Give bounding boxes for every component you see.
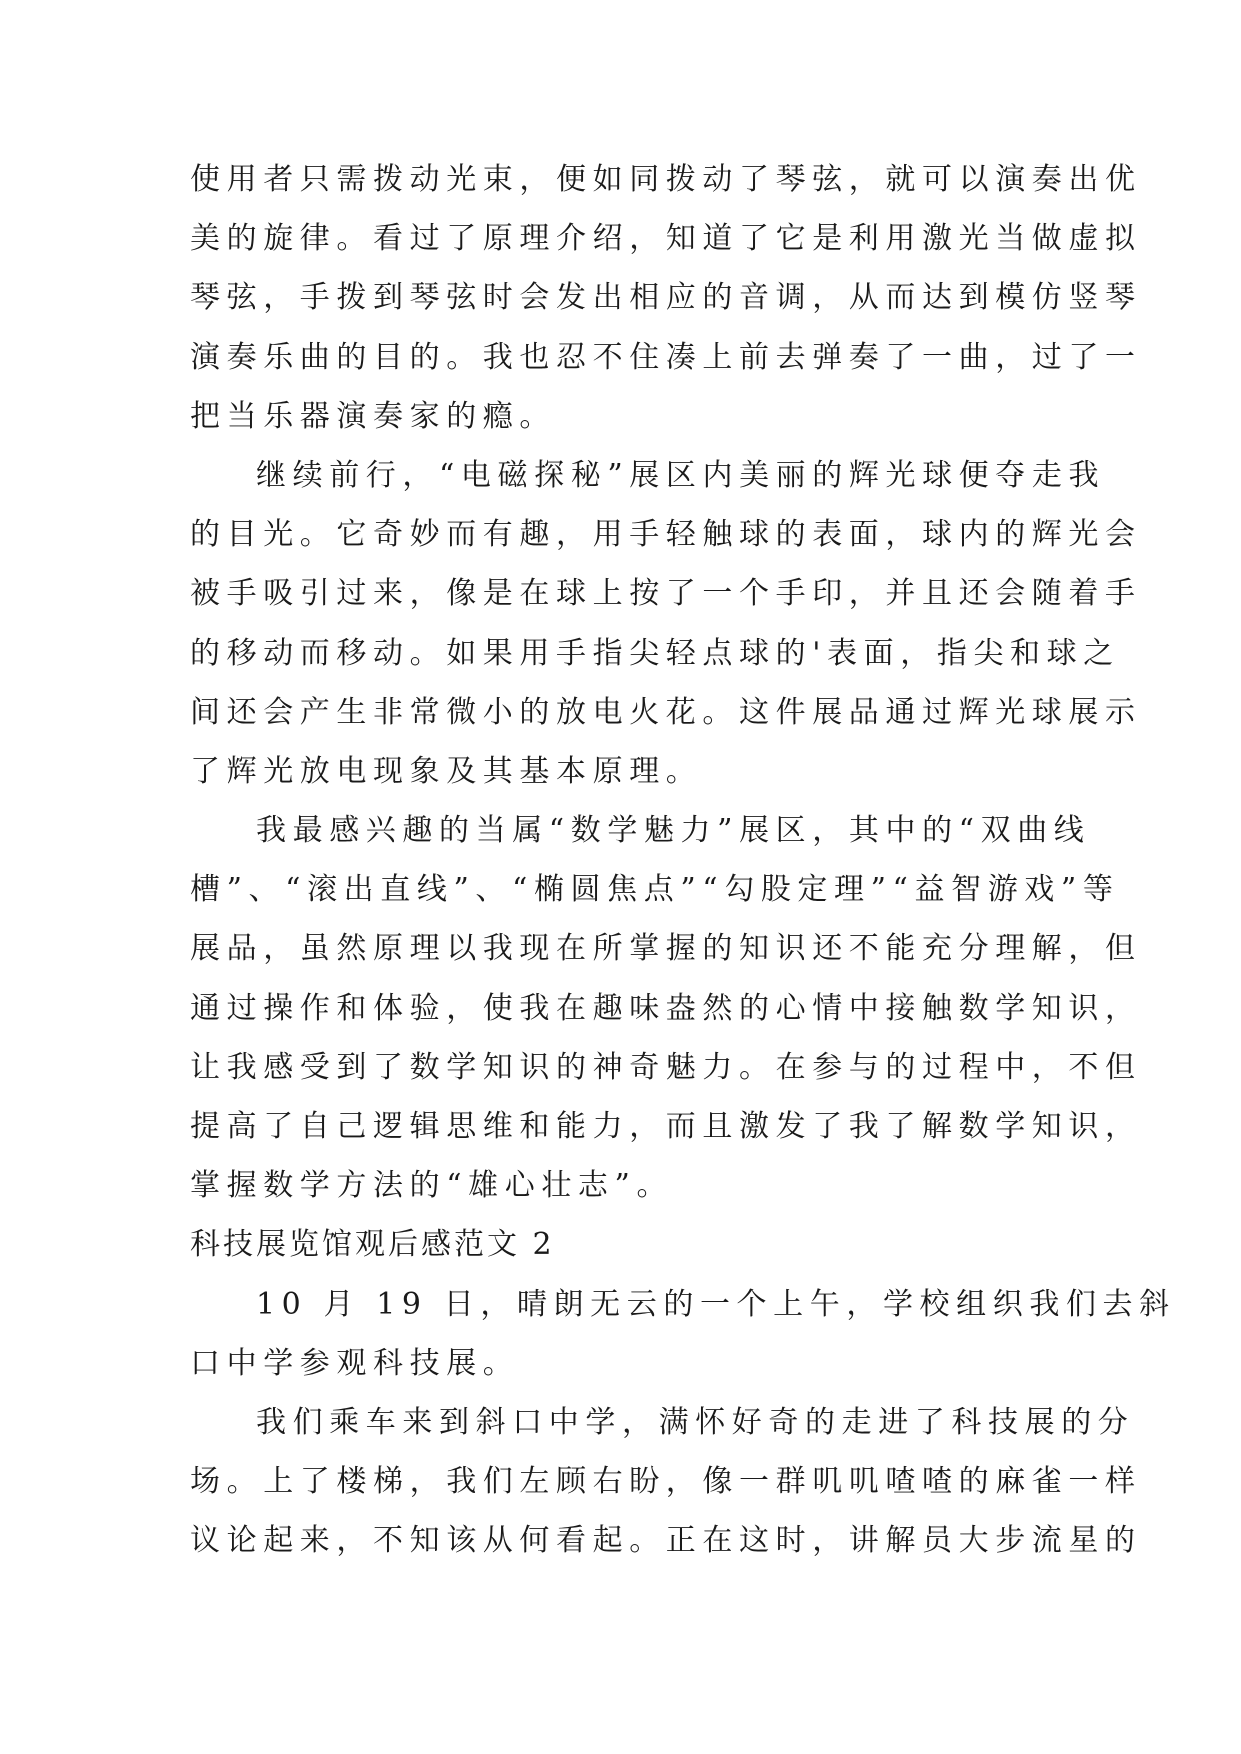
paragraph-line: 议论起来，不知该从何看起。正在这时，讲解员大步流星的: [190, 1523, 1142, 1559]
document-body: [190, 150, 1176, 1571]
paragraph-line: 口中学参观科技展。: [190, 1345, 520, 1381]
paragraph-line: 掌握数学方法的“雄心壮志”。: [190, 1168, 674, 1204]
paragraph-line: 的目光。它奇妙而有趣，用手轻触球的表面，球内的辉光会: [190, 517, 1142, 553]
paragraph-line: 让我感受到了数学知识的神奇魅力。在参与的过程中，不但: [190, 1049, 1142, 1085]
paragraph: [190, 801, 1142, 1215]
paragraph-line: 通过操作和体验，使我在趣味盎然的心情中接触数学知识，: [190, 990, 1142, 1026]
paragraph-line: 美的旋律。看过了原理介绍，知道了它是利用激光当做虚拟: [190, 221, 1142, 257]
paragraph: [190, 1275, 1176, 1393]
section-heading: [190, 1215, 1070, 1274]
paragraph: [190, 446, 1142, 801]
paragraph-line: 演奏乐曲的目的。我也忍不住凑上前去弹奏了一曲，过了一: [190, 339, 1142, 375]
paragraph-line: 的移动而移动。如果用手指尖轻点球的'表面，指尖和球之: [190, 635, 1120, 671]
paragraph-line: 展品，虽然原理以我现在所掌握的知识还不能充分理解，但: [190, 931, 1142, 967]
paragraph-line: 提高了自己逻辑思维和能力，而且激发了我了解数学知识，: [190, 1109, 1142, 1144]
paragraph: [190, 150, 1142, 446]
paragraph: [190, 1393, 1142, 1571]
paragraph-line: 被手吸引过来，像是在球上按了一个手印，并且还会随着手: [190, 576, 1142, 612]
paragraph-line: 场。上了楼梯，我们左顾右盼，像一群叽叽喳喳的麻雀一样: [190, 1464, 1142, 1500]
paragraph-line: 把当乐器演奏家的瘾。: [190, 398, 556, 434]
paragraph-line: 我们乘车来到斜口中学，满怀好奇的走进了科技展的分: [256, 1404, 1135, 1440]
paragraph-line: 10 月 19 日，晴朗无云的一个上午，学校组织我们去斜: [256, 1286, 1176, 1322]
paragraph-line: 使用者只需拨动光束，便如同拨动了琴弦，就可以演奏出优: [190, 162, 1142, 197]
paragraph-line: 我最感兴趣的当属“数学魅力”展区，其中的“双曲线: [256, 813, 1091, 849]
paragraph-line: 琴弦，手拨到琴弦时会发出相应的音调，从而达到模仿竖琴: [190, 280, 1142, 316]
paragraph-line: 了辉光放电现象及其基本原理。: [190, 753, 703, 789]
paragraph-line: 间还会产生非常微小的放电火花。这件展品通过辉光球展示: [190, 694, 1142, 730]
paragraph-line: 继续前行，“电磁探秘”展区内美丽的辉光球便夺走我: [256, 457, 1106, 493]
paragraph-line: 槽”、“滚出直线”、“椭圆焦点”“勾股定理”“益智游戏”等: [190, 872, 1120, 908]
heading-text: 科技展览馆观后感范文 2: [190, 1227, 555, 1263]
